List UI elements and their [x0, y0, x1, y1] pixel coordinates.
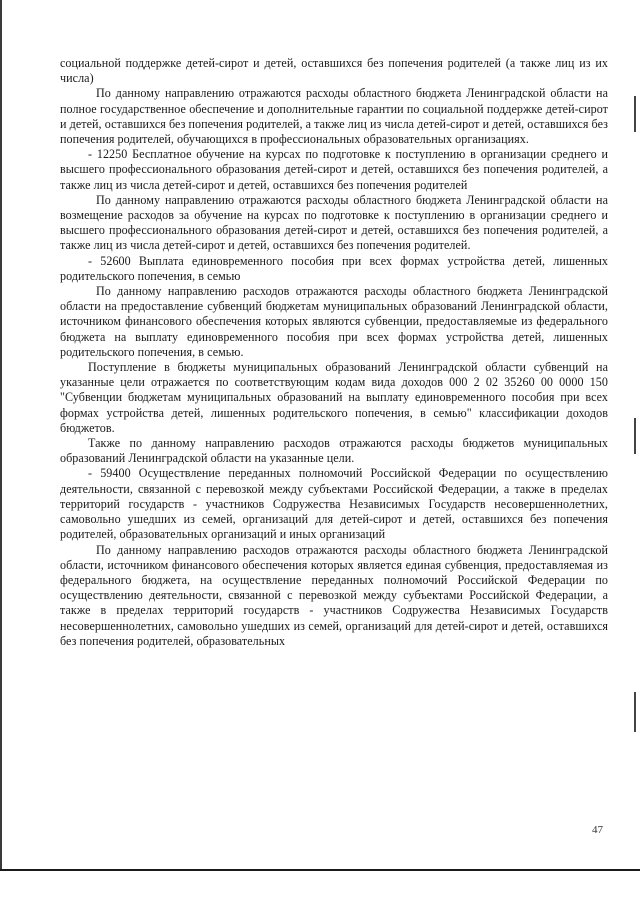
paragraph: По данному направлению отражаются расходы областного бюджета Ленинградской области на возмещение расходов за обучение на курсах по подготовке к поступлению в организации среднего и высшего профессионального образования детей-сирот и детей, оставшихся без попечения родителей, а также лиц из числа детей-сирот и детей, оставшихся без попечения родителей. — [60, 192, 608, 253]
paragraph: Поступление в бюджеты муниципальных образований Ленинградской области субвенций на указанные цели отражается по соответствующим кодам вида доходов 000 2 02 35260 00 0000 150 "Субвенции бюджетам муниципальных образований на выплату единовременного пособия при всех формах устройства детей, лишенных родительского попечения, в семью" классификации доходов бюджетов. — [60, 360, 608, 435]
scan-margin-mark — [634, 692, 636, 732]
paragraph: социальной поддержке детей-сирот и детей, оставшихся без попечения родителей (а также лиц из их числа) — [60, 56, 608, 86]
scan-margin-mark — [634, 418, 636, 454]
paragraph: Также по данному направлению расходов отражаются расходы бюджетов муниципальных образований Ленинградской области на указанные цели. — [60, 436, 608, 466]
paragraph: По данному направлению расходов отражаются расходы областного бюджета Ленинградской области на предоставление субвенций бюджетам муниципальных образований Ленинградской области, источником финансового обеспечения которых являются субвенции, предоставляемые из федерального бюджета на выплату единовременного пособия при всех формах устройства детей, лишенных родительского попечения, в семью. — [60, 284, 608, 359]
body-text — [60, 56, 608, 649]
section-heading-52600: - 52600 Выплата единовременного пособия при всех формах устройства детей, лишенных родительского попечения, в семью — [60, 253, 608, 283]
paragraph: По данному направлению расходов отражаются расходы областного бюджета Ленинградской области, источником финансового обеспечения которых является единая субвенция, предоставляемая из федерального бюджета, на осуществление переданных полномочий Российской Федерации по осуществлению деятельности, связанной с перевозкой между субъектами Российской Федерации, а также в пределах территорий государств - участников Содружества Независимых Государств несовершеннолетних, самовольно ушедших из семей, организаций для детей-сирот и детей, оставшихся без попечения родителей, образовательных — [60, 542, 608, 648]
scan-bottom-border — [0, 869, 640, 871]
scan-margin-mark — [634, 96, 636, 132]
scan-left-border — [0, 0, 2, 870]
paragraph: По данному направлению отражаются расходы областного бюджета Ленинградской области на полное государственное обеспечение и дополнительные гарантии по социальной поддержке детей-сирот и детей, оставшихся без попечения родителей, а также лиц из числа детей-сирот и детей, оставшихся без попечения родителей, обучающихся в профессиональных образовательных организациях. — [60, 86, 608, 147]
page-number: 47 — [592, 824, 603, 836]
section-heading-59400: - 59400 Осуществление переданных полномочий Российской Федерации по осуществлению деятельности, связанной с перевозкой между субъектами Российской Федерации, а также в пределах территорий государств - участников Содружества Независимых Государств несовершеннолетних, самовольно ушедших из семей, организаций для детей-сирот и детей, оставшихся без попечения родителей, образовательных организаций и иных организаций — [60, 466, 608, 542]
section-heading-12250: - 12250 Бесплатное обучение на курсах по подготовке к поступлению в организации среднего и высшего профессионального образования детей-сирот и детей, оставшихся без попечения родителей, а также лиц из числа детей-сирот и детей, оставшихся без попечения родителей — [60, 147, 608, 192]
